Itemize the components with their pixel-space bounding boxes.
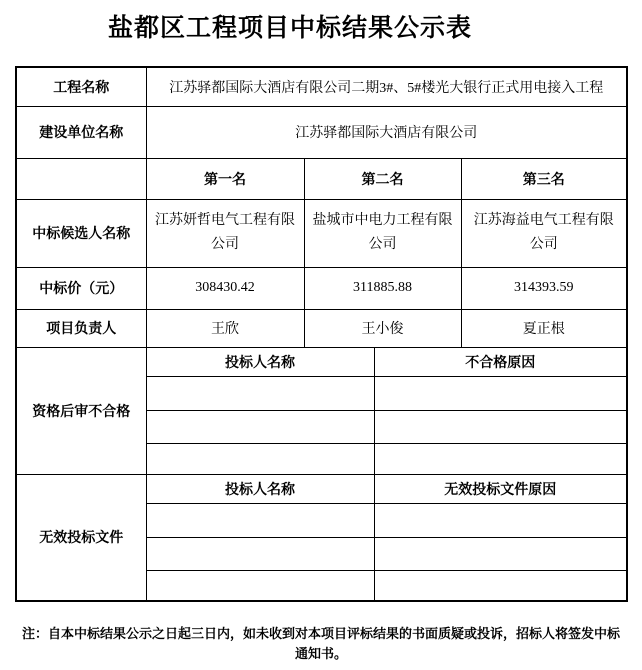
empty-corner-cell (16, 158, 146, 199)
postqual-reason-empty-cell (374, 410, 627, 443)
invalid-bidder-empty-cell (146, 570, 374, 601)
bid-price-label: 中标价（元） (16, 267, 146, 309)
footnote (0, 624, 642, 664)
project-manager-label: 项目负责人 (16, 309, 146, 347)
table-row (16, 267, 627, 309)
invalid-bidder-empty-cell (146, 537, 374, 570)
table-row (16, 347, 627, 376)
table-row (16, 199, 627, 267)
invalid-bidder-header: 投标人名称 (146, 474, 374, 503)
postqual-section-label: 资格后审不合格 (16, 347, 146, 474)
rank-header-third: 第三名 (461, 158, 627, 199)
footnote-line: 通知书。 (294, 646, 347, 661)
postqual-reason-empty-cell (374, 376, 627, 410)
bid-price-value: 311885.88 (304, 267, 461, 309)
table-row (16, 67, 627, 106)
invalid-reason-header: 无效投标文件原因 (374, 474, 627, 503)
rank-header-first: 第一名 (146, 158, 304, 199)
invalid-section-label: 无效投标文件 (16, 474, 146, 601)
table-row (16, 474, 627, 503)
postqual-reason-empty-cell (374, 443, 627, 474)
footnote-line: 注：自本中标结果公示之日起三日内，如未收到对本项目评标结果的书面质疑或投诉，招标人将签发中标 (21, 626, 620, 641)
invalid-bidder-empty-cell (146, 503, 374, 537)
postqual-bidder-header: 投标人名称 (146, 347, 374, 376)
owner-value: 江苏驿都国际大酒店有限公司 (146, 106, 627, 158)
postqual-bidder-empty-cell (146, 443, 374, 474)
owner-label: 建设单位名称 (16, 106, 146, 158)
invalid-reason-empty-cell (374, 503, 627, 537)
bid-price-value: 314393.59 (461, 267, 627, 309)
project-manager-value: 夏正根 (461, 309, 627, 347)
project-name-label: 工程名称 (16, 67, 146, 106)
page-title: 盐都区工程项目中标结果公示表 (107, 14, 472, 42)
bid-results-table (15, 66, 628, 602)
postqual-reason-header: 不合格原因 (374, 347, 627, 376)
postqual-bidder-empty-cell (146, 410, 374, 443)
rank-header-second: 第二名 (304, 158, 461, 199)
bid-price-value: 308430.42 (146, 267, 304, 309)
invalid-reason-empty-cell (374, 537, 627, 570)
table-row (16, 106, 627, 158)
candidate-name: 盐城市中电力工程有限公司 (304, 199, 461, 267)
project-manager-value: 王欣 (146, 309, 304, 347)
table-row (16, 158, 627, 199)
candidate-name: 江苏海益电气工程有限公司 (461, 199, 627, 267)
candidate-name: 江苏妍哲电气工程有限公司 (146, 199, 304, 267)
table-row (16, 309, 627, 347)
invalid-reason-empty-cell (374, 570, 627, 601)
project-manager-value: 王小俊 (304, 309, 461, 347)
postqual-bidder-empty-cell (146, 376, 374, 410)
candidates-label: 中标候选人名称 (16, 199, 146, 267)
project-name-value: 江苏驿都国际大酒店有限公司二期3#、5#楼光大银行正式用电接入工程 (146, 67, 627, 106)
